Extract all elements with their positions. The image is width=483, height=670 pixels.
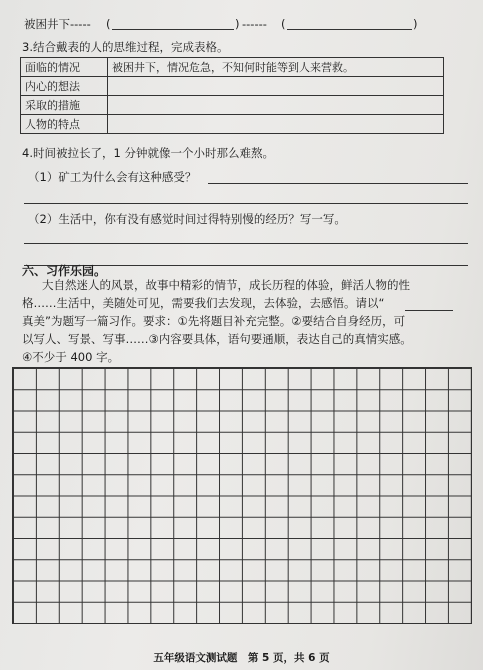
prompt-line-5: ④不少于 400 字。	[22, 350, 120, 364]
section6-heading: 六、习作乐园。	[22, 264, 107, 278]
q3-title: 3.结合戴表的人的思维过程，完成表格。	[22, 40, 229, 54]
row-answer-field[interactable]	[108, 77, 444, 96]
answer-line-2a[interactable]	[24, 243, 468, 244]
prompt-line-4: 以写人、写景、写事……③内容要具体，语句要通顺，表达自己的真情实感。	[22, 332, 412, 346]
q4-title: 4.时间被拉长了，1 分钟就像一个小时那么难熬。	[22, 146, 274, 160]
page-footer: 五年级语文测试题 第 5 页，共 6 页	[153, 652, 330, 664]
row-label: 面临的情况	[21, 58, 108, 77]
q4-sub1: （1）矿工为什么会有这种感受？	[28, 170, 197, 184]
q4-sub2: （2）生活中，你有没有感觉时间过得特别慢的经历？写一写。	[28, 212, 346, 226]
prompt-line-1: 大自然迷人的风景，故事中精彩的情节，成长历程的体验，鲜活人物的性	[42, 278, 410, 292]
answer-blank-1[interactable]	[112, 29, 234, 30]
table-row	[21, 96, 444, 115]
trapped-label: 被困井下-----	[24, 17, 91, 31]
prompt-line-2: 格……生活中，美随处可见，需要我们去发现，去体验，去感悟。请以“	[22, 296, 385, 310]
blank-paren-open-1: (	[106, 17, 111, 31]
q3-table	[20, 57, 444, 134]
title-blank[interactable]	[405, 310, 453, 311]
writing-grid[interactable]	[12, 367, 472, 624]
row-answer-field[interactable]	[108, 115, 444, 134]
table-row	[21, 77, 444, 96]
table-row	[21, 115, 444, 134]
answer-line-1a[interactable]	[208, 183, 468, 184]
table-row	[21, 58, 444, 77]
row-label: 内心的想法	[21, 77, 108, 96]
trapped-dash: ------	[242, 17, 267, 31]
blank-paren-close-1: )	[235, 17, 240, 31]
blank-paren-close-2: )	[413, 17, 418, 31]
prompt-line-3: 真美”为题写一篇习作。要求：①先将题目补充完整。②要结合自身经历，可	[22, 314, 406, 328]
row-label: 采取的措施	[21, 96, 108, 115]
row-answer: 被困井下，情况危急，不知何时能等到人来营救。	[108, 58, 444, 77]
answer-blank-2[interactable]	[287, 29, 412, 30]
blank-paren-open-2: (	[281, 17, 286, 31]
row-label: 人物的特点	[21, 115, 108, 134]
answer-line-1b[interactable]	[24, 203, 468, 204]
row-answer-field[interactable]	[108, 96, 444, 115]
